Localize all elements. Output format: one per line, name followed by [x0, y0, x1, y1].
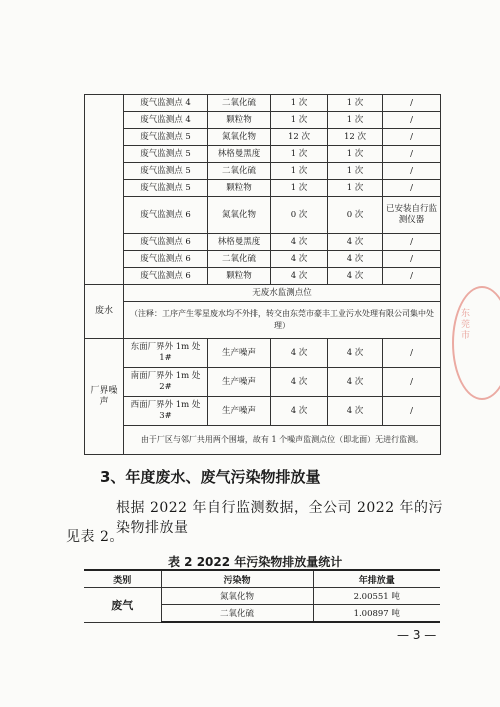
pollutant-name: 生产噪声 [208, 368, 271, 397]
monitoring-point: 废气监测点 5 [124, 129, 208, 146]
remark: / [383, 339, 441, 368]
remark: / [383, 129, 441, 146]
gas-monitoring-rows [85, 95, 441, 285]
monitoring-point: 南面厂界外 1m 处 2# [124, 368, 208, 397]
remark: / [383, 95, 441, 112]
emission-amount: 2.00551 吨 [313, 588, 440, 605]
wastewater-row-1 [85, 285, 441, 302]
gas-table-row [85, 146, 441, 163]
header-amount: 年排放量 [313, 570, 440, 588]
monitoring-point: 废气监测点 6 [124, 268, 208, 285]
actual-frequency: 1 次 [328, 180, 383, 197]
official-seal [452, 286, 500, 400]
gas-table-row [85, 129, 441, 146]
planned-frequency: 1 次 [271, 163, 328, 180]
planned-frequency: 1 次 [271, 112, 328, 129]
actual-frequency: 0 次 [328, 197, 383, 234]
planned-frequency: 1 次 [271, 180, 328, 197]
emission-row [84, 588, 440, 605]
monitoring-point: 废气监测点 6 [124, 234, 208, 251]
seal-text: 东莞市 [459, 308, 469, 341]
gas-table-row [85, 163, 441, 180]
actual-frequency: 1 次 [328, 112, 383, 129]
page-number: — 3 — [397, 628, 437, 642]
monitoring-point: 废气监测点 4 [124, 95, 208, 112]
actual-frequency: 4 次 [328, 368, 383, 397]
planned-frequency: 1 次 [271, 95, 328, 112]
actual-frequency: 4 次 [328, 251, 383, 268]
planned-frequency: 4 次 [271, 368, 328, 397]
monitoring-point: 废气监测点 4 [124, 112, 208, 129]
actual-frequency: 4 次 [328, 397, 383, 426]
planned-frequency: 4 次 [271, 251, 328, 268]
gas-table-row [85, 180, 441, 197]
gas-table-row [85, 95, 441, 112]
emission-pollutant: 二氧化硫 [161, 605, 313, 623]
monitoring-point: 废气监测点 5 [124, 163, 208, 180]
header-category: 类别 [84, 570, 161, 588]
remark: / [383, 234, 441, 251]
paragraph-line-2: 见表 2。 [66, 529, 124, 545]
pollutant-name: 颗粒物 [208, 268, 271, 285]
gas-table-row [85, 234, 441, 251]
remark: / [383, 146, 441, 163]
pollutant-name: 二氧化硫 [208, 95, 271, 112]
monitoring-point: 废气监测点 6 [124, 251, 208, 268]
actual-frequency: 4 次 [328, 234, 383, 251]
planned-frequency: 12 次 [271, 129, 328, 146]
monitoring-table [84, 94, 441, 455]
gas-table-row [85, 268, 441, 285]
monitoring-point: 废气监测点 6 [124, 197, 208, 234]
pollutant-name: 氮氧化物 [208, 197, 271, 234]
monitoring-point: 废气监测点 5 [124, 180, 208, 197]
gas-table-row [85, 197, 441, 234]
monitoring-point: 西面厂界外 1m 处 3# [124, 397, 208, 426]
pollutant-name: 氮氧化物 [208, 129, 271, 146]
header-pollutant: 污染物 [161, 570, 313, 588]
remark: / [383, 397, 441, 426]
noise-table-row [85, 339, 441, 368]
gas-table-row [85, 251, 441, 268]
actual-frequency: 12 次 [328, 129, 383, 146]
noise-footnote-row [85, 426, 441, 455]
actual-frequency: 4 次 [328, 268, 383, 285]
monitoring-point: 废气监测点 5 [124, 146, 208, 163]
pollutant-name: 二氧化硫 [208, 251, 271, 268]
remark: / [383, 268, 441, 285]
noise-footnote: 由于厂区与邻厂共用两个围墙，故有 1 个噪声监测点位（即北面）无进行监测。 [124, 426, 441, 455]
actual-frequency: 1 次 [328, 146, 383, 163]
pollutant-name: 林格曼黑度 [208, 234, 271, 251]
wastewater-category: 废水 [85, 285, 124, 339]
emission-category: 废气 [84, 588, 161, 623]
planned-frequency: 4 次 [271, 234, 328, 251]
actual-frequency: 1 次 [328, 163, 383, 180]
planned-frequency: 4 次 [271, 397, 328, 426]
emission-amount: 1.00897 吨 [313, 605, 440, 623]
section-heading: 3、年度废水、废气污染物排放量 [100, 468, 321, 486]
planned-frequency: 0 次 [271, 197, 328, 234]
emission-header-row [84, 570, 440, 588]
table2-caption: 表 2 2022 年污染物排放量统计 [168, 555, 343, 569]
remark: / [383, 112, 441, 129]
remark: / [383, 163, 441, 180]
wastewater-status: 无废水监测点位 [124, 285, 441, 302]
remark: / [383, 180, 441, 197]
pollutant-name: 林格曼黑度 [208, 146, 271, 163]
pollutant-name: 生产噪声 [208, 397, 271, 426]
gas-table-row [85, 112, 441, 129]
remark: / [383, 251, 441, 268]
remark: 已安装自行监测仪器 [383, 197, 441, 234]
pollutant-name: 二氧化硫 [208, 163, 271, 180]
emission-table [84, 569, 440, 623]
actual-frequency: 1 次 [328, 95, 383, 112]
wastewater-note: （注释：工序产生零星废水均不外排，转交由东莞市豪丰工业污水处理有限公司集中处理） [124, 302, 441, 339]
actual-frequency: 4 次 [328, 339, 383, 368]
remark: / [383, 368, 441, 397]
pollutant-name: 颗粒物 [208, 112, 271, 129]
pollutant-name: 颗粒物 [208, 180, 271, 197]
noise-table-row [85, 368, 441, 397]
monitoring-point: 东面厂界外 1m 处 1# [124, 339, 208, 368]
planned-frequency: 4 次 [271, 339, 328, 368]
paragraph-line-1: 根据 2022 年自行监测数据，全公司 2022 年的污染物排放量 [116, 500, 444, 536]
pollutant-name: 生产噪声 [208, 339, 271, 368]
gas-category-cell [85, 95, 124, 285]
planned-frequency: 1 次 [271, 146, 328, 163]
noise-category: 厂界噪声 [85, 339, 124, 455]
noise-table-row [85, 397, 441, 426]
planned-frequency: 4 次 [271, 268, 328, 285]
wastewater-row-2 [85, 302, 441, 339]
emission-pollutant: 氮氧化物 [161, 588, 313, 605]
noise-monitoring-rows [85, 339, 441, 455]
